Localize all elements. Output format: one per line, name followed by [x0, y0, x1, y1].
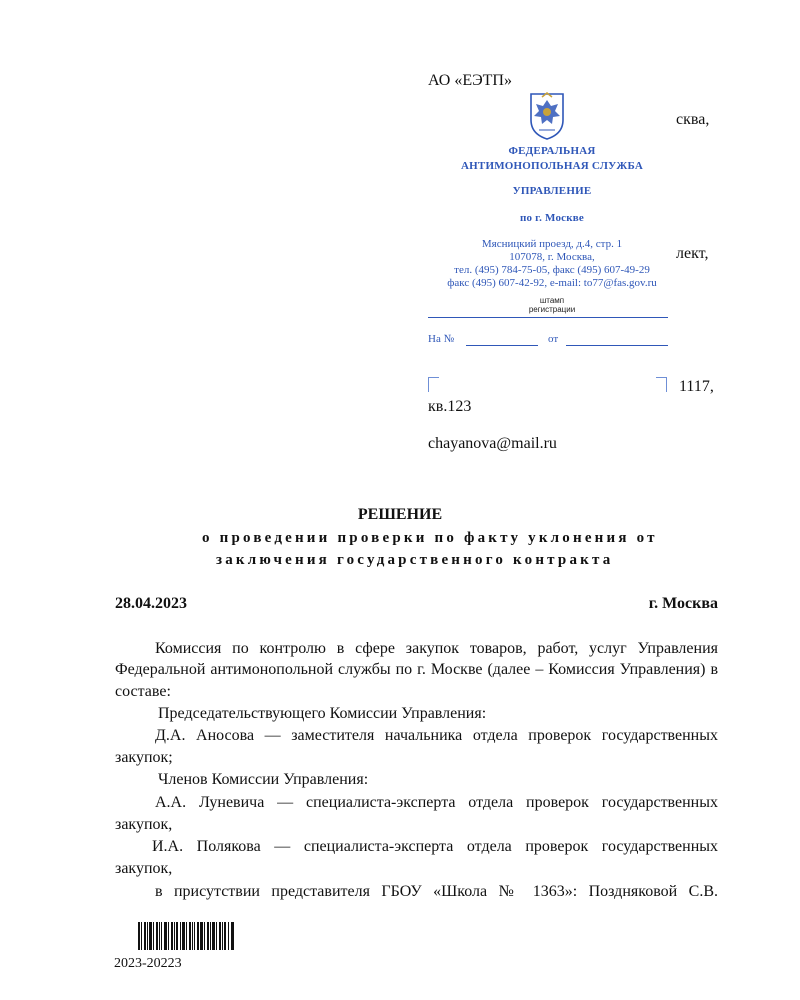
body-line-7: Членов Комиссии Управления:: [158, 771, 369, 788]
registration-line: [428, 317, 668, 318]
redaction-mark-left: [428, 377, 439, 392]
body-line-4: Председательствующего Комиссии Управления:: [158, 705, 487, 722]
registration-stamp-label-2: регистрации: [528, 305, 576, 314]
body-line-11: закупок,: [115, 860, 173, 877]
fas-letterhead-stamp: [420, 90, 680, 352]
department-city: по г. Москве: [519, 212, 585, 224]
body-line-9: закупок,: [115, 816, 173, 833]
body-line-12: в присутствии представителя ГБОУ «Школа № 1363»: Поздняковой С.В.: [155, 883, 718, 900]
recipient-email: chayanova@mail.ru: [428, 435, 557, 452]
ref-number-label: На №: [428, 333, 455, 345]
recipient-line-2-tail: сква,: [676, 111, 710, 128]
body-line-8: А.А. Луневича — специалиста-эксперта отдела проверок государственных: [155, 794, 718, 811]
document-number: 2023-20223: [114, 956, 182, 971]
body-line-10: И.А. Полякова — специалиста-эксперта отдела проверок государственных: [152, 838, 718, 855]
document-subtitle-line-2: заключения государственного контракта: [216, 552, 614, 568]
recipient-line-4-tail: 1117,: [679, 378, 714, 395]
registration-stamp-label-1: штамп: [539, 296, 565, 305]
phone-line: тел. (495) 784-75-05, факс (495) 607-49-29: [454, 264, 650, 276]
recipient-line-3-tail: лект,: [676, 245, 709, 262]
fax-email-line: факс (495) 607-42-92, e-mail: to77@fas.gov.ru: [447, 277, 657, 289]
recipient-line-1: АО «ЕЭТП»: [428, 72, 512, 89]
body-line-2: Федеральной антимонопольной службы по г. Москве (далее – Комиссия Управления) в: [115, 661, 718, 678]
ref-date-label: от: [548, 333, 559, 345]
ref-number-line: [466, 345, 538, 346]
body-line-3: составе:: [115, 683, 171, 700]
agency-name-line-2: АНТИМОНОПОЛЬНАЯ СЛУЖБА: [461, 160, 643, 172]
body-line-1: Комиссия по контролю в сфере закупок товаров, работ, услуг Управления: [155, 640, 718, 657]
address-line-2: 107078, г. Москва,: [509, 251, 595, 263]
recipient-line-5: кв.123: [428, 398, 472, 415]
document-date: 28.04.2023: [115, 595, 187, 612]
body-line-5: Д.А. Аносова — заместителя начальника отдела проверок государственных: [155, 727, 718, 744]
redaction-mark-right: [656, 377, 667, 392]
coat-of-arms-icon: [525, 90, 569, 140]
agency-name-line-1: ФЕДЕРАЛЬНАЯ: [508, 145, 596, 157]
department-label: УПРАВЛЕНИЕ: [512, 185, 592, 197]
document-subtitle-line-1: о проведении проверки по факту уклонения от: [202, 530, 658, 546]
body-line-6: закупок;: [115, 749, 173, 766]
document-title: РЕШЕНИЕ: [357, 506, 443, 523]
barcode-icon: [138, 922, 234, 950]
address-line-1: Мясницкий проезд, д.4, стр. 1: [481, 238, 623, 250]
ref-date-line: [566, 345, 668, 346]
document-place: г. Москва: [648, 595, 718, 612]
